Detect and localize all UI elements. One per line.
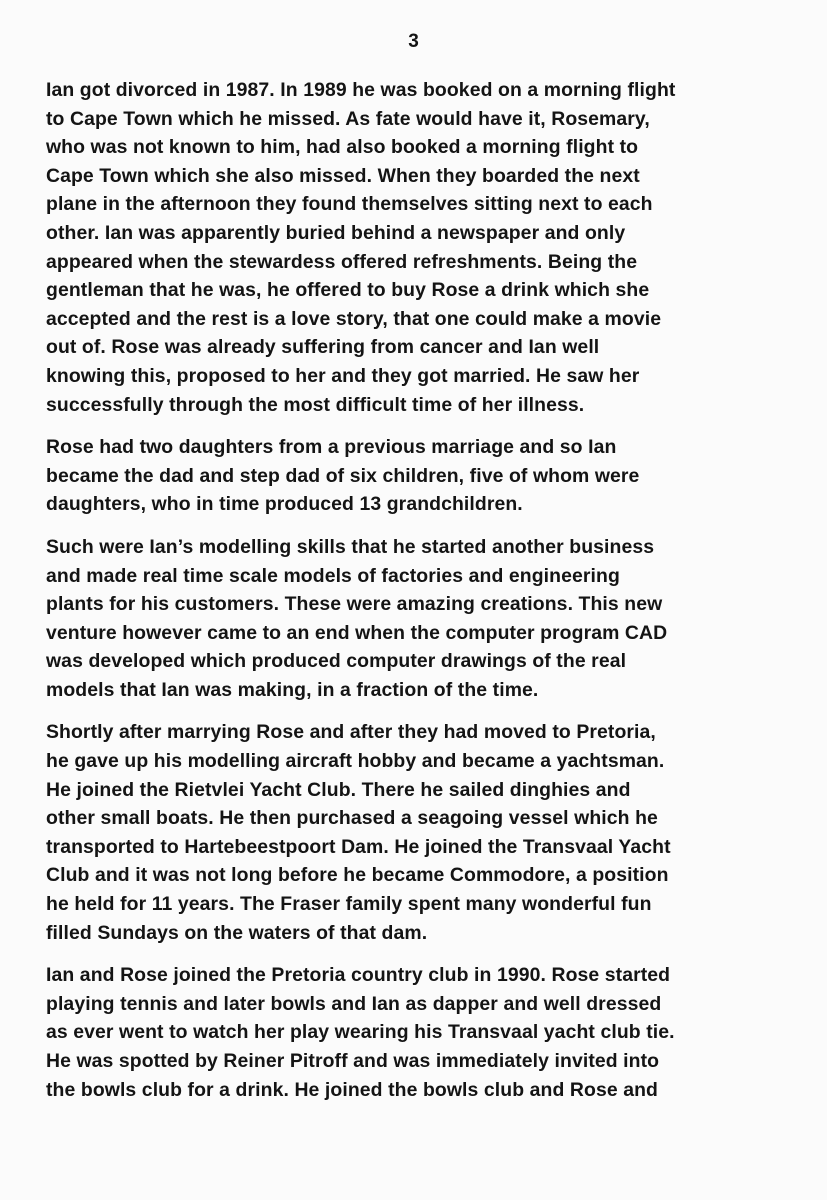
text-line: He joined the Rietvlei Yacht Club. There he sailed dinghies and [46,778,631,801]
text-line: he gave up his modelling aircraft hobby and became a yachtsman. [46,750,665,773]
text-line: gentleman that he was, he offered to buy Rose a drink which she [46,279,650,302]
text-line: as ever went to watch her play wearing his Transvaal yacht club tie. [46,1021,675,1044]
paragraph-5 [46,961,821,1104]
text-line: playing tennis and later bowls and Ian as dapper and well dressed [46,992,662,1015]
text-line: out of. Rose was already suffering from cancer and Ian well [46,336,600,359]
page-number: 3 [408,31,419,52]
text-line: Rose had two daughters from a previous marriage and so Ian [46,436,617,459]
text-line: knowing this, proposed to her and they got married. He saw her [46,364,640,387]
paragraph-4 [46,718,821,947]
text-line: daughters, who in time produced 13 grandchildren. [46,493,523,516]
text-line: Shortly after marrying Rose and after they had moved to Pretoria, [46,721,656,744]
text-line: Cape Town which she also missed. When they boarded the next [46,164,640,187]
body-text [46,76,821,1118]
paragraph-2 [46,433,821,519]
text-line: successfully through the most difficult time of her illness. [46,393,585,416]
paragraph-3 [46,533,821,705]
text-line: Ian got divorced in 1987. In 1989 he was booked on a morning flight [46,79,676,101]
text-line: plants for his customers. These were amazing creations. This new [46,593,663,616]
text-line: and made real time scale models of factories and engineering [46,564,620,587]
text-line: venture however came to an end when the computer program CAD [46,621,668,644]
text-line: other. Ian was apparently buried behind a newspaper and only [46,221,626,244]
text-line: became the dad and step dad of six children, five of whom were [46,464,640,487]
text-line: He was spotted by Reiner Pitroff and was immediately invited into [46,1050,660,1072]
text-line: transported to Hartebeestpoort Dam. He joined the Transvaal Yacht [46,835,671,858]
text-line: appeared when the stewardess offered refreshments. Being the [46,250,638,273]
text-line: Ian and Rose joined the Pretoria country club in 1990. Rose started [46,964,671,987]
text-line: Club and it was not long before he became Commodore, a position [46,864,669,887]
text-line: accepted and the rest is a love story, that one could make a movie [46,307,662,330]
text-line: to Cape Town which he missed. As fate would have it, Rosemary, [46,107,650,130]
text-line: plane in the afternoon they found themselves sitting next to each [46,193,653,216]
text-line: was developed which produced computer drawings of the real [46,650,627,673]
text-line: the bowls club for a drink. He joined the bowls club and Rose and [46,1078,658,1101]
text-line: Such were Ian’s modelling skills that he started another business [46,535,655,558]
text-line: models that Ian was making, in a fraction of the time. [46,678,539,701]
text-line: other small boats. He then purchased a seagoing vessel which he [46,807,658,830]
text-line: he held for 11 years. The Fraser family spent many wonderful fun [46,893,652,916]
text-line: filled Sundays on the waters of that dam. [46,921,428,944]
text-line: who was not known to him, had also booked a morning flight to [46,136,639,159]
paragraph-1 [46,76,821,419]
